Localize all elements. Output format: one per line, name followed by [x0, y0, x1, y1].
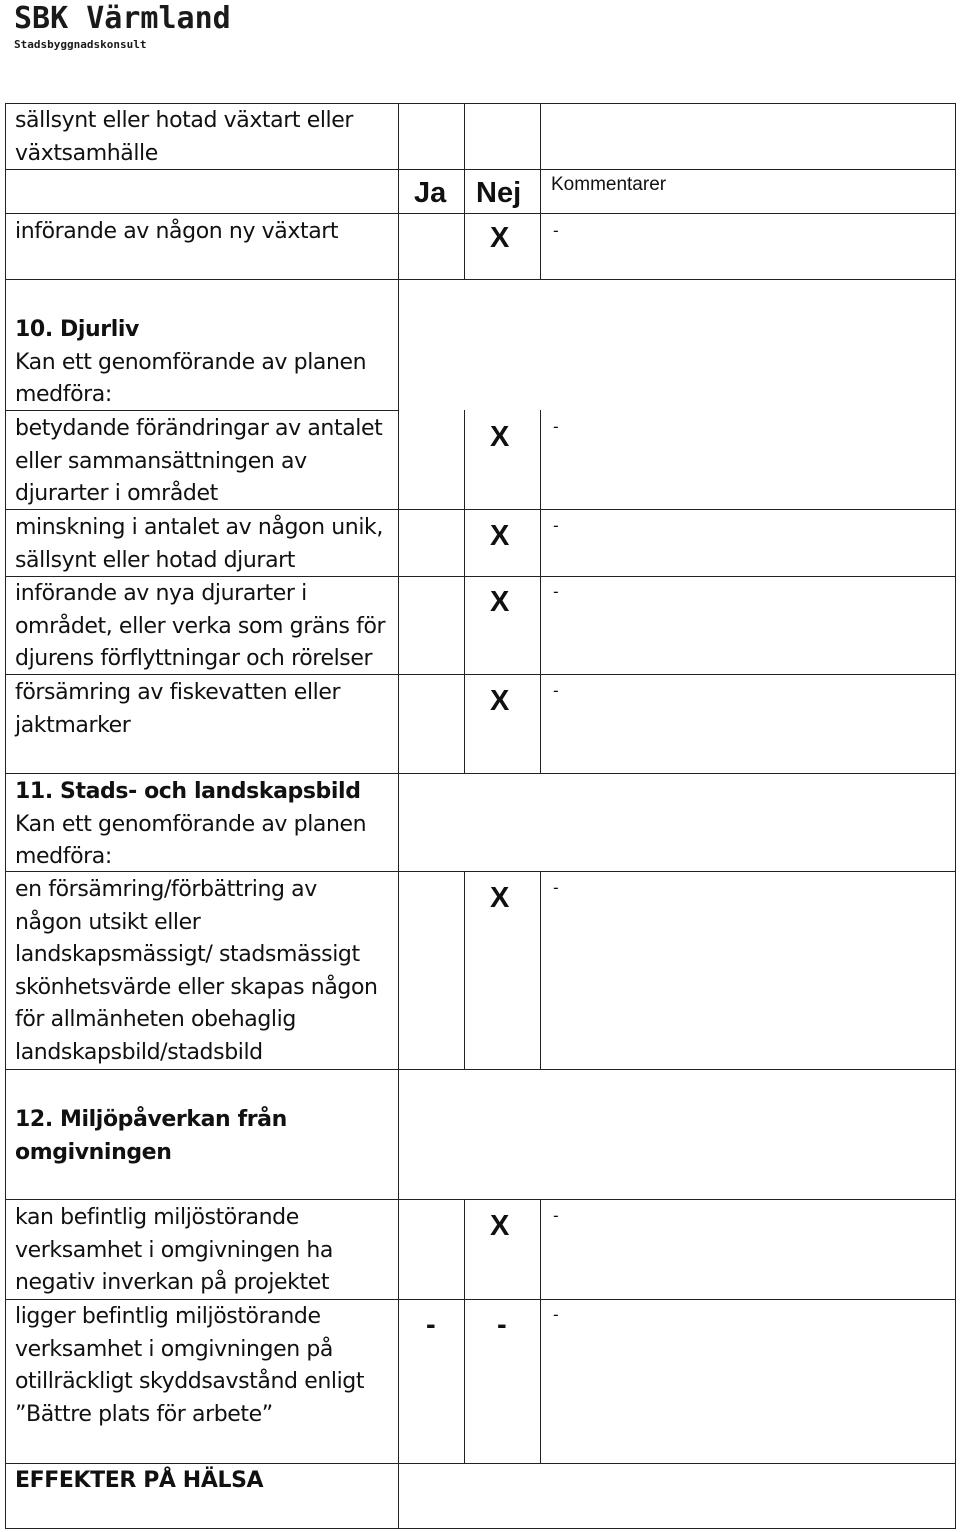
text-line: en försämring/förbättring av [15, 877, 317, 902]
text-line: sällsynt eller hotad djurart [15, 547, 296, 573]
text-line: djurens förflyttningar och rörelser [15, 646, 373, 672]
column-divider [464, 1199, 465, 1464]
criterion-landscape [15, 874, 378, 1070]
mark-nej-x: X [490, 421, 510, 453]
text-line: införande av nya djurarter i [15, 581, 307, 606]
column-divider [398, 103, 399, 1529]
criterion-new-animals [15, 578, 385, 676]
section-health-effects [15, 1465, 263, 1498]
row-divider [5, 1463, 956, 1464]
criterion-existing-disturbance [15, 1202, 333, 1300]
text-line: eller sammansättningen av [15, 448, 307, 474]
mark-nej-x: X [490, 685, 510, 717]
comment-dash: - [553, 516, 559, 535]
text-line: otillräckligt skyddsavstånd enligt [15, 1369, 365, 1395]
table-border-right [955, 103, 956, 1529]
text-line: skönhetsvärde eller skapas någon [15, 974, 378, 1000]
section-title: EFFEKTER PÅ HÄLSA [15, 1468, 264, 1493]
section-11 [15, 776, 366, 874]
text-line: ligger befintlig miljöstörande [15, 1304, 321, 1329]
header-kommentarer: Kommentarer [551, 174, 667, 195]
text-line: kan befintlig miljöstörande [15, 1205, 299, 1230]
mark-nej-x: X [490, 586, 510, 618]
row-divider [5, 1199, 956, 1200]
text-line: landskapsmässigt/ stadsmässigt [15, 942, 360, 968]
comment-dash: - [553, 1206, 559, 1225]
text-line: jaktmarker [15, 712, 131, 738]
criterion-fishing-hunting [15, 677, 340, 742]
column-divider [540, 410, 541, 774]
comment-dash: - [553, 221, 559, 240]
text-line: någon utsikt eller [15, 909, 201, 935]
table-border-left [5, 103, 6, 1529]
mark-nej-x: X [490, 520, 510, 552]
criterion-animal-changes [15, 413, 382, 511]
text-line: medföra: [15, 844, 112, 870]
section-title: 10. Djurliv [15, 317, 139, 342]
section-10 [15, 314, 366, 412]
text-line: verksamhet i omgivningen ha [15, 1237, 333, 1263]
logo-title: SBK Värmland [14, 1, 231, 36]
column-divider [540, 1199, 541, 1464]
section-12 [15, 1104, 287, 1169]
text-line: landskapsbild/stadsbild [15, 1039, 263, 1065]
mark-nej-x: X [490, 222, 510, 254]
header-ja: Ja [414, 177, 447, 209]
criterion-animal-reduction [15, 512, 383, 577]
column-divider [464, 103, 465, 280]
text-line: djurarter i området [15, 481, 218, 507]
logo-subtitle: Stadsbyggnadskonsult [14, 38, 147, 51]
text-line: Kan ett genomförande av planen [15, 811, 367, 837]
mark-nej-dash: - [497, 1309, 507, 1341]
text-line: betydande förändringar av antalet [15, 416, 383, 441]
section-title: omgivningen [15, 1139, 172, 1165]
comment-dash: - [553, 878, 559, 897]
text-line: införande av någon ny växtart [15, 219, 339, 244]
mark-ja-dash: - [426, 1309, 436, 1341]
text-line: negativ inverkan på projektet [15, 1270, 330, 1296]
text-line: området, eller verka som gräns för [15, 613, 386, 639]
table-border-top [5, 103, 956, 104]
section-title: 12. Miljöpåverkan från [15, 1107, 287, 1132]
text-line: verksamhet i omgivningen på [15, 1336, 333, 1362]
text-line: medföra: [15, 382, 112, 408]
header-nej: Nej [476, 177, 522, 209]
mark-nej-x: X [490, 882, 510, 914]
row-divider [5, 213, 956, 214]
criterion-rare-plant [15, 105, 353, 170]
row-divider [5, 773, 956, 774]
comment-dash: - [553, 582, 559, 601]
row-divider [5, 279, 956, 280]
text-line: försämring av fiskevatten eller [15, 680, 341, 705]
table-border-bottom [5, 1528, 956, 1529]
text-line: Kan ett genomförande av planen [15, 349, 367, 375]
column-divider [464, 410, 465, 774]
mark-nej-x: X [490, 1210, 510, 1242]
comment-dash: - [553, 417, 559, 436]
comment-dash: - [553, 1305, 559, 1324]
text-line: för allmänheten obehaglig [15, 1007, 296, 1033]
text-line: sällsynt eller hotad växtart eller [15, 108, 354, 133]
column-divider [540, 871, 541, 1070]
section-title: 11. Stads- och landskapsbild [15, 779, 361, 804]
text-line: växtsamhälle [15, 140, 158, 166]
criterion-new-plant [15, 216, 338, 249]
criterion-protection-distance [15, 1301, 364, 1431]
text-line: ”Bättre plats för arbete” [15, 1401, 273, 1427]
text-line: minskning i antalet av någon unik, [15, 515, 383, 540]
comment-dash: - [553, 681, 559, 700]
column-divider [540, 103, 541, 280]
column-divider [464, 871, 465, 1070]
